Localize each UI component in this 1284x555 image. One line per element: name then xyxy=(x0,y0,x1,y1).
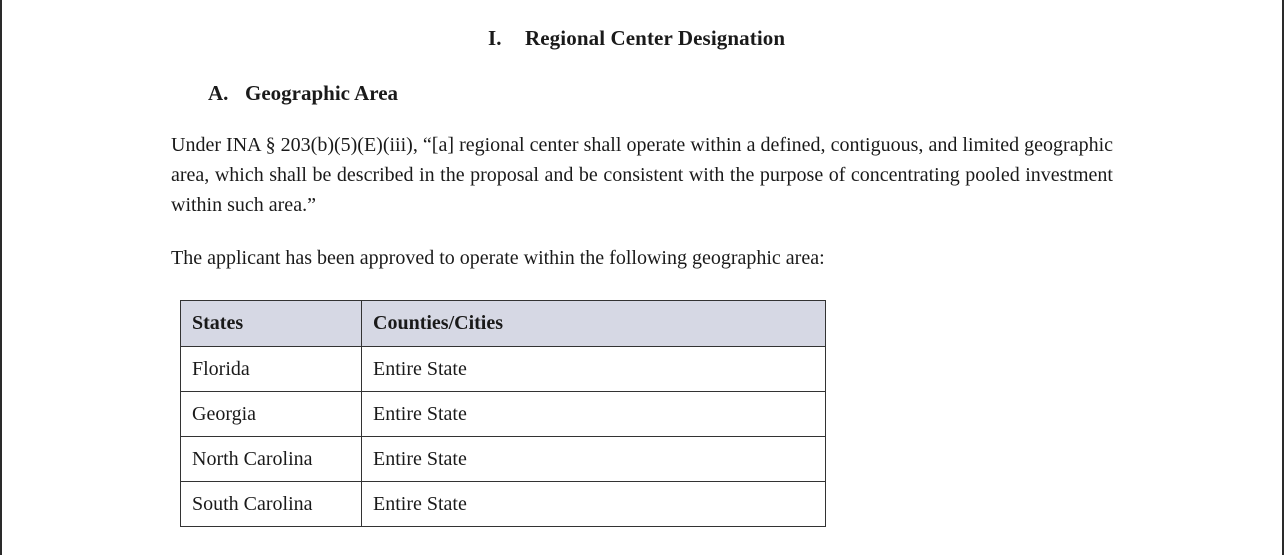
coverage-cell: Entire State xyxy=(362,347,826,392)
approval-paragraph: The applicant has been approved to operate within the following geographic area: xyxy=(171,247,825,269)
statute-paragraph: Under INA § 203(b)(5)(E)(iii), “[a] regional center shall operate within a defined, contiguous, and limited geographic area, which shall be described in the proposal and be consistent with the purpose of concentrating pooled investment within such area.” xyxy=(171,134,1113,216)
subsection-letter: A. xyxy=(208,81,229,105)
coverage-cell: Entire State xyxy=(362,437,826,482)
table-row xyxy=(181,437,826,482)
column-header-states: States xyxy=(181,301,362,347)
subsection-heading xyxy=(208,81,398,106)
section-heading xyxy=(488,26,785,51)
table-row xyxy=(181,392,826,437)
state-cell: Florida xyxy=(181,347,362,392)
table-header-row xyxy=(181,301,826,347)
geographic-area-table xyxy=(180,300,826,527)
table-row xyxy=(181,347,826,392)
table-row xyxy=(181,482,826,527)
coverage-cell: Entire State xyxy=(362,482,826,527)
state-cell: South Carolina xyxy=(181,482,362,527)
section-title: Regional Center Designation xyxy=(525,26,786,50)
subsection-title: Geographic Area xyxy=(245,81,399,105)
state-cell: Georgia xyxy=(181,392,362,437)
section-number: I. xyxy=(488,26,502,50)
column-header-counties-cities: Counties/Cities xyxy=(362,301,826,347)
state-cell: North Carolina xyxy=(181,437,362,482)
coverage-cell: Entire State xyxy=(362,392,826,437)
